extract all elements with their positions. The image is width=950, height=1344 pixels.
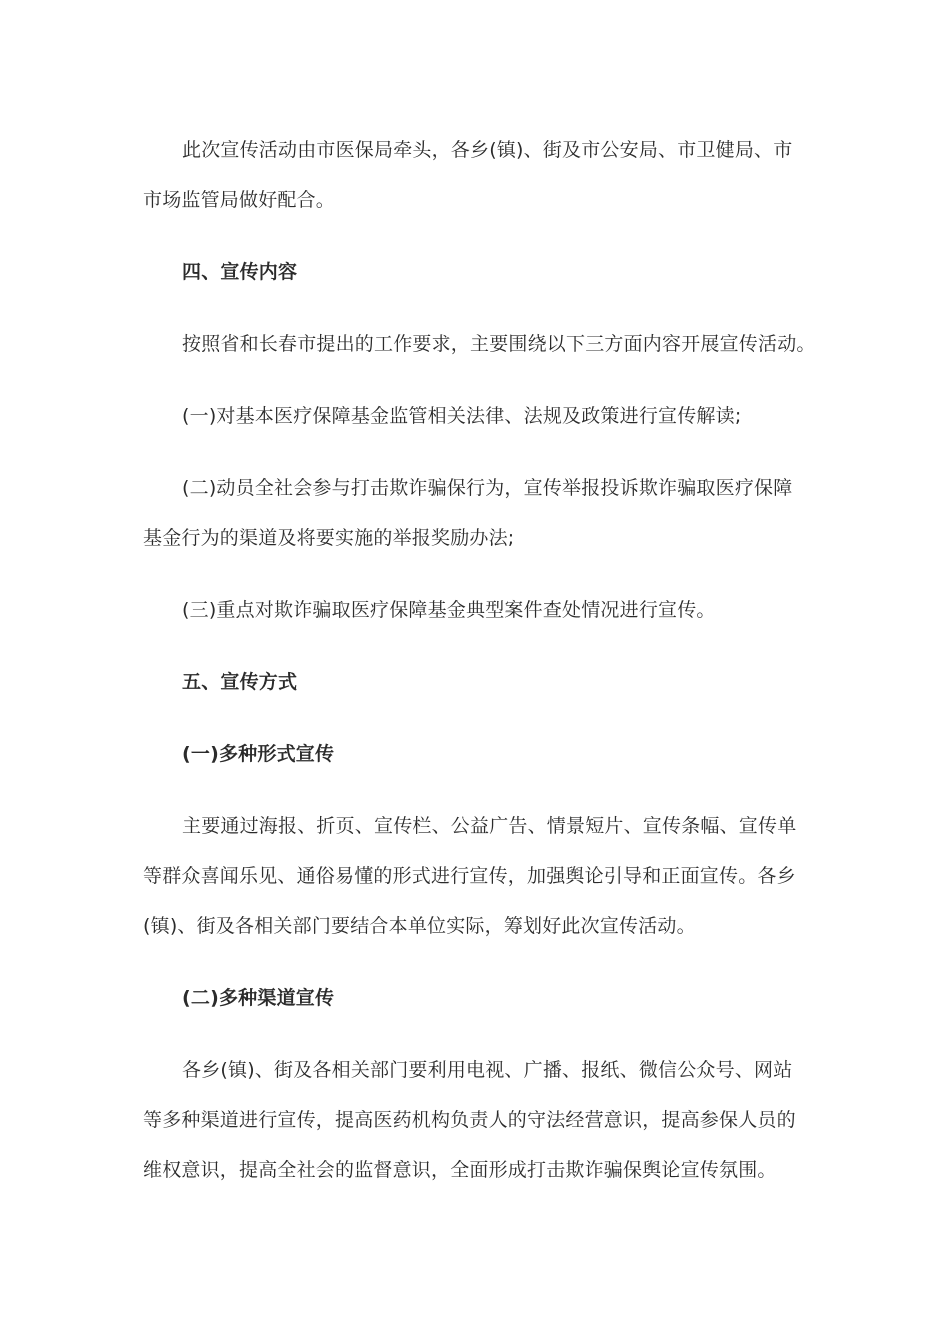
content-item-2-line-2: 基金行为的渠道及将要实施的举报奖励办法; (143, 527, 515, 549)
subheading-channels: (二)多种渠道宣传 (182, 987, 335, 1009)
paragraph-organization-line-2: 市场监管局做好配合。 (143, 189, 336, 211)
paragraph-channels-line-3: 维权意识，提高全社会的监督意识，全面形成打击欺诈骗保舆论宣传氛围。 (143, 1159, 777, 1181)
paragraph-forms-line-2: 等群众喜闻乐见、通俗易懂的形式进行宣传，加强舆论引导和正面宣传。各乡 (143, 865, 796, 887)
paragraph-organization-line-1: 此次宣传活动由市医保局牵头，各乡(镇)、街及市公安局、市卫健局、市 (182, 139, 793, 161)
section-heading-methods: 五、宣传方式 (182, 671, 298, 693)
paragraph-forms-line-1: 主要通过海报、折页、宣传栏、公益广告、情景短片、宣传条幅、宣传单 (182, 815, 797, 837)
paragraph-channels-line-1: 各乡(镇)、街及各相关部门要利用电视、广播、报纸、微信公众号、网站 (182, 1059, 793, 1081)
subheading-forms: (一)多种形式宣传 (182, 743, 335, 765)
paragraph-content-intro: 按照省和长春市提出的工作要求，主要围绕以下三方面内容开展宣传活动。 (182, 333, 816, 355)
paragraph-channels-line-2: 等多种渠道进行宣传，提高医药机构负责人的守法经营意识，提高参保人员的 (143, 1109, 796, 1131)
section-heading-content: 四、宣传内容 (182, 261, 298, 283)
paragraph-forms-line-3: (镇)、街及各相关部门要结合本单位实际，筹划好此次宣传活动。 (143, 915, 696, 937)
content-item-1: (一)对基本医疗保障基金监管相关法律、法规及政策进行宣传解读; (182, 405, 742, 427)
content-item-3: (三)重点对欺诈骗取医疗保障基金典型案件查处情况进行宣传。 (182, 599, 716, 621)
content-item-2-line-1: (二)动员全社会参与打击欺诈骗保行为，宣传举报投诉欺诈骗取医疗保障 (182, 477, 793, 499)
